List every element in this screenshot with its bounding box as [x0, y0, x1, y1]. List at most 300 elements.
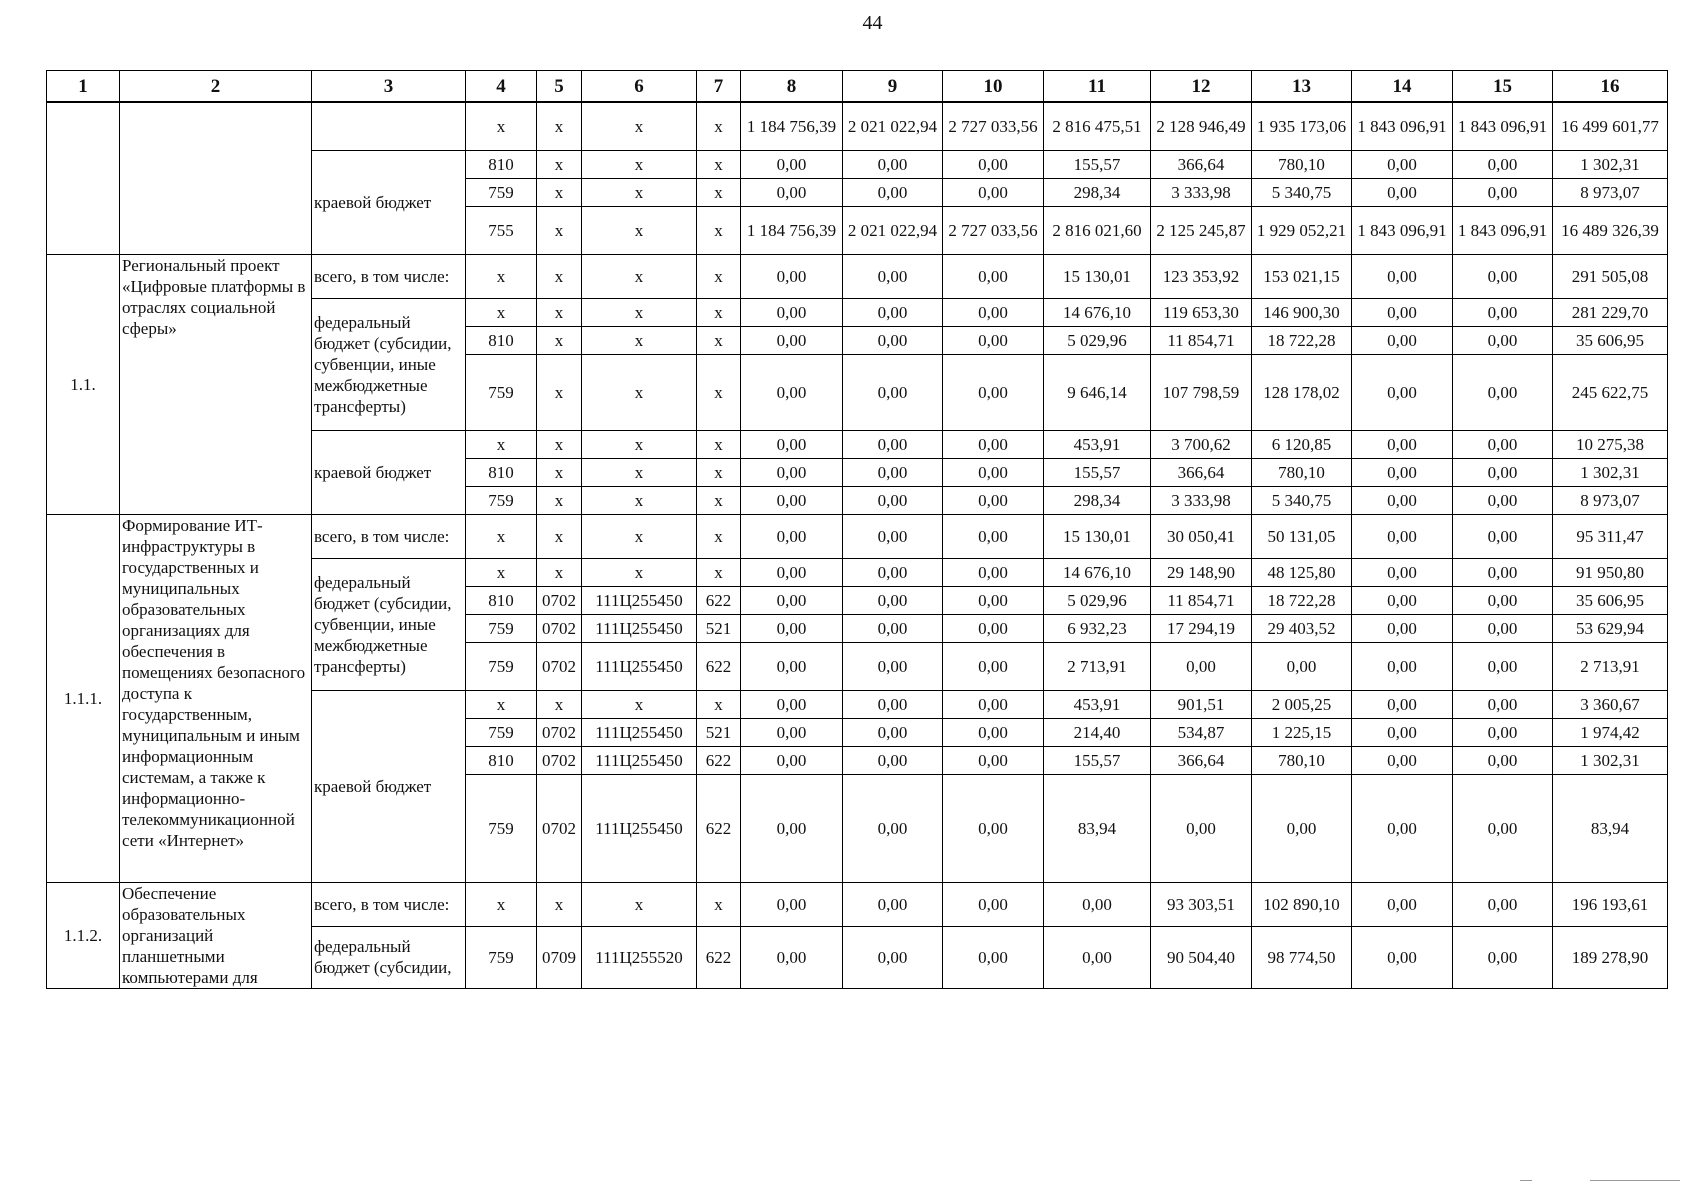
value-cell: 90 504,40 — [1151, 926, 1252, 988]
value-cell: 0,00 — [943, 486, 1044, 514]
value-cell: 0,00 — [943, 690, 1044, 718]
code-cell-c7: х — [697, 298, 741, 326]
value-cell: 0,00 — [843, 326, 943, 354]
value-cell: 0,00 — [741, 690, 843, 718]
value-cell: 780,10 — [1252, 150, 1352, 178]
table-header — [47, 71, 1668, 103]
value-cell: 298,34 — [1044, 486, 1151, 514]
row-name: Региональный проект «Цифровые платформы в отраслях социальной сферы» — [120, 254, 312, 514]
value-cell: 0,00 — [741, 642, 843, 690]
code-cell-c7: х — [697, 150, 741, 178]
code-cell-c5: 0702 — [537, 614, 582, 642]
value-cell: 17 294,19 — [1151, 614, 1252, 642]
code-cell-c5: 0709 — [537, 926, 582, 988]
value-cell: 0,00 — [1352, 150, 1453, 178]
value-cell: 534,87 — [1151, 718, 1252, 746]
value-cell: 1 302,31 — [1553, 150, 1668, 178]
column-header: 14 — [1352, 71, 1453, 103]
code-cell-c7: х — [697, 690, 741, 718]
value-cell: 98 774,50 — [1252, 926, 1352, 988]
code-cell-c5: х — [537, 102, 582, 150]
value-cell: 0,00 — [741, 430, 843, 458]
value-cell: 0,00 — [1453, 150, 1553, 178]
code-cell-c4: 810 — [466, 326, 537, 354]
value-cell: 0,00 — [1352, 558, 1453, 586]
value-cell: 0,00 — [1453, 486, 1553, 514]
value-cell: 1 843 096,91 — [1453, 102, 1553, 150]
value-cell: 0,00 — [1352, 178, 1453, 206]
value-cell: 14 676,10 — [1044, 298, 1151, 326]
code-cell-c7: 622 — [697, 746, 741, 774]
value-cell: 0,00 — [1352, 354, 1453, 430]
value-cell: 30 050,41 — [1151, 514, 1252, 558]
value-cell: 0,00 — [741, 926, 843, 988]
footer-rule-short — [1520, 1180, 1532, 1181]
code-cell-c7: х — [697, 102, 741, 150]
value-cell: 1 974,42 — [1553, 718, 1668, 746]
footer-rule — [1590, 1180, 1680, 1181]
value-cell: 3 700,62 — [1151, 430, 1252, 458]
value-cell: 0,00 — [943, 558, 1044, 586]
value-cell: 2 727 033,56 — [943, 102, 1044, 150]
value-cell: 3 360,67 — [1553, 690, 1668, 718]
value-cell: 214,40 — [1044, 718, 1151, 746]
value-cell: 2 816 475,51 — [1044, 102, 1151, 150]
value-cell: 189 278,90 — [1553, 926, 1668, 988]
value-cell: 0,00 — [843, 178, 943, 206]
value-cell: 0,00 — [1453, 882, 1553, 926]
value-cell: 0,00 — [1352, 882, 1453, 926]
code-cell-c4: 759 — [466, 486, 537, 514]
value-cell: 0,00 — [741, 458, 843, 486]
code-cell-c4: 810 — [466, 586, 537, 614]
value-cell: 2 713,91 — [1553, 642, 1668, 690]
value-cell: 0,00 — [741, 558, 843, 586]
value-cell: 2 727 033,56 — [943, 206, 1044, 254]
code-cell-c7: х — [697, 514, 741, 558]
code-cell-c6: х — [582, 102, 697, 150]
code-cell-c4: 759 — [466, 718, 537, 746]
value-cell: 1 843 096,91 — [1352, 206, 1453, 254]
value-cell: 0,00 — [843, 642, 943, 690]
value-cell: 5 340,75 — [1252, 486, 1352, 514]
column-header: 10 — [943, 71, 1044, 103]
table-row — [47, 514, 1668, 558]
code-cell-c6: х — [582, 206, 697, 254]
value-cell: 0,00 — [1453, 746, 1553, 774]
code-cell-c4: 759 — [466, 926, 537, 988]
value-cell: 0,00 — [741, 718, 843, 746]
value-cell: 0,00 — [843, 558, 943, 586]
value-cell: 0,00 — [1453, 354, 1553, 430]
code-cell-c6: 111Ц255450 — [582, 774, 697, 882]
code-cell-c6: х — [582, 690, 697, 718]
value-cell: 0,00 — [943, 926, 1044, 988]
value-cell: 281 229,70 — [1553, 298, 1668, 326]
code-cell-c5: х — [537, 458, 582, 486]
code-cell-c5: 0702 — [537, 746, 582, 774]
code-cell-c6: 111Ц255450 — [582, 642, 697, 690]
value-cell: 0,00 — [741, 178, 843, 206]
value-cell: 6 120,85 — [1252, 430, 1352, 458]
code-cell-c4: 759 — [466, 774, 537, 882]
value-cell: 155,57 — [1044, 458, 1151, 486]
code-cell-c7: 622 — [697, 926, 741, 988]
value-cell: 453,91 — [1044, 430, 1151, 458]
code-cell-c5: х — [537, 326, 582, 354]
value-cell: 2 128 946,49 — [1151, 102, 1252, 150]
code-cell-c5: х — [537, 690, 582, 718]
value-cell: 0,00 — [943, 774, 1044, 882]
code-cell-c5: х — [537, 150, 582, 178]
value-cell: 0,00 — [943, 586, 1044, 614]
value-cell: 245 622,75 — [1553, 354, 1668, 430]
value-cell: 3 333,98 — [1151, 178, 1252, 206]
value-cell: 780,10 — [1252, 458, 1352, 486]
value-cell: 0,00 — [843, 298, 943, 326]
code-cell-c6: 111Ц255520 — [582, 926, 697, 988]
value-cell: 0,00 — [1453, 718, 1553, 746]
value-cell: 0,00 — [741, 486, 843, 514]
funding-source: краевой бюджет — [312, 690, 466, 882]
value-cell: 93 303,51 — [1151, 882, 1252, 926]
code-cell-c4: 810 — [466, 458, 537, 486]
column-header: 13 — [1252, 71, 1352, 103]
code-cell-c7: 521 — [697, 614, 741, 642]
column-header: 1 — [47, 71, 120, 103]
value-cell: 10 275,38 — [1553, 430, 1668, 458]
value-cell: 1 843 096,91 — [1352, 102, 1453, 150]
value-cell: 5 029,96 — [1044, 586, 1151, 614]
value-cell: 29 148,90 — [1151, 558, 1252, 586]
value-cell: 0,00 — [943, 882, 1044, 926]
value-cell: 1 843 096,91 — [1453, 206, 1553, 254]
column-header: 4 — [466, 71, 537, 103]
column-header: 8 — [741, 71, 843, 103]
value-cell: 0,00 — [1352, 586, 1453, 614]
funding-source: федеральный бюджет (субсидии, субвенции, иные межбюджетные трансферты) — [312, 558, 466, 690]
value-cell: 0,00 — [1252, 642, 1352, 690]
value-cell: 83,94 — [1553, 774, 1668, 882]
code-cell-c6: х — [582, 882, 697, 926]
value-cell: 0,00 — [741, 614, 843, 642]
value-cell: 0,00 — [843, 254, 943, 298]
value-cell: 0,00 — [741, 514, 843, 558]
value-cell: 53 629,94 — [1553, 614, 1668, 642]
value-cell: 2 021 022,94 — [843, 102, 943, 150]
code-cell-c5: х — [537, 514, 582, 558]
code-cell-c7: 622 — [697, 642, 741, 690]
value-cell: 0,00 — [843, 354, 943, 430]
value-cell: 1 929 052,21 — [1252, 206, 1352, 254]
header-row — [47, 71, 1668, 103]
code-cell-c7: х — [697, 178, 741, 206]
column-header: 16 — [1553, 71, 1668, 103]
funding-source: всего, в том числе: — [312, 254, 466, 298]
value-cell: 8 973,07 — [1553, 178, 1668, 206]
column-header: 7 — [697, 71, 741, 103]
table-row — [47, 882, 1668, 926]
column-header: 11 — [1044, 71, 1151, 103]
funding-source: краевой бюджет — [312, 430, 466, 514]
value-cell: 8 973,07 — [1553, 486, 1668, 514]
code-cell-c6: 111Ц255450 — [582, 614, 697, 642]
value-cell: 0,00 — [1453, 326, 1553, 354]
value-cell: 0,00 — [1453, 558, 1553, 586]
value-cell: 2 021 022,94 — [843, 206, 943, 254]
value-cell: 9 646,14 — [1044, 354, 1151, 430]
value-cell: 0,00 — [1453, 642, 1553, 690]
value-cell: 155,57 — [1044, 150, 1151, 178]
code-cell-c6: х — [582, 354, 697, 430]
value-cell: 0,00 — [843, 486, 943, 514]
code-cell-c6: х — [582, 558, 697, 586]
value-cell: 35 606,95 — [1553, 586, 1668, 614]
code-cell-c5: х — [537, 558, 582, 586]
code-cell-c6: 111Ц255450 — [582, 718, 697, 746]
value-cell: 14 676,10 — [1044, 558, 1151, 586]
code-cell-c6: х — [582, 298, 697, 326]
code-cell-c6: х — [582, 150, 697, 178]
table-row — [47, 102, 1668, 150]
value-cell: 0,00 — [943, 458, 1044, 486]
value-cell: 18 722,28 — [1252, 326, 1352, 354]
value-cell: 15 130,01 — [1044, 254, 1151, 298]
code-cell-c6: 111Ц255450 — [582, 746, 697, 774]
value-cell: 2 713,91 — [1044, 642, 1151, 690]
value-cell: 0,00 — [1352, 486, 1453, 514]
code-cell-c4: х — [466, 430, 537, 458]
code-cell-c5: х — [537, 486, 582, 514]
value-cell: 0,00 — [1453, 514, 1553, 558]
value-cell: 1 302,31 — [1553, 746, 1668, 774]
funding-source — [312, 102, 466, 150]
code-cell-c4: 755 — [466, 206, 537, 254]
value-cell: 0,00 — [1044, 926, 1151, 988]
value-cell: 48 125,80 — [1252, 558, 1352, 586]
value-cell: 83,94 — [1044, 774, 1151, 882]
value-cell: 291 505,08 — [1553, 254, 1668, 298]
column-header: 5 — [537, 71, 582, 103]
value-cell: 0,00 — [1352, 458, 1453, 486]
code-cell-c6: 111Ц255450 — [582, 586, 697, 614]
column-header: 3 — [312, 71, 466, 103]
column-header: 2 — [120, 71, 312, 103]
budget-table — [46, 70, 1668, 989]
value-cell: 0,00 — [943, 326, 1044, 354]
code-cell-c7: х — [697, 458, 741, 486]
code-cell-c7: х — [697, 354, 741, 430]
value-cell: 0,00 — [1453, 254, 1553, 298]
value-cell: 0,00 — [1453, 926, 1553, 988]
code-cell-c5: х — [537, 882, 582, 926]
code-cell-c4: х — [466, 558, 537, 586]
value-cell: 16 489 326,39 — [1553, 206, 1668, 254]
value-cell: 0,00 — [843, 514, 943, 558]
value-cell: 16 499 601,77 — [1553, 102, 1668, 150]
value-cell: 0,00 — [1453, 690, 1553, 718]
value-cell: 0,00 — [1352, 642, 1453, 690]
table-body — [47, 102, 1668, 988]
code-cell-c4: х — [466, 298, 537, 326]
code-cell-c4: х — [466, 254, 537, 298]
row-code: 1.1.1. — [47, 514, 120, 882]
value-cell: 15 130,01 — [1044, 514, 1151, 558]
value-cell: 128 178,02 — [1252, 354, 1352, 430]
value-cell: 2 005,25 — [1252, 690, 1352, 718]
code-cell-c5: 0702 — [537, 718, 582, 746]
code-cell-c4: 759 — [466, 614, 537, 642]
value-cell: 0,00 — [943, 150, 1044, 178]
value-cell: 0,00 — [843, 614, 943, 642]
funding-source: федеральный бюджет (субсидии, — [312, 926, 466, 988]
value-cell: 29 403,52 — [1252, 614, 1352, 642]
code-cell-c4: 759 — [466, 178, 537, 206]
code-cell-c4: х — [466, 882, 537, 926]
value-cell: 155,57 — [1044, 746, 1151, 774]
value-cell: 91 950,80 — [1553, 558, 1668, 586]
value-cell: 366,64 — [1151, 150, 1252, 178]
code-cell-c4: х — [466, 690, 537, 718]
row-name — [120, 102, 312, 254]
value-cell: 0,00 — [1352, 514, 1453, 558]
value-cell: 453,91 — [1044, 690, 1151, 718]
row-code: 1.1. — [47, 254, 120, 514]
table-row — [47, 254, 1668, 298]
code-cell-c7: х — [697, 206, 741, 254]
value-cell: 0,00 — [943, 614, 1044, 642]
value-cell: 0,00 — [741, 586, 843, 614]
value-cell: 0,00 — [1044, 882, 1151, 926]
value-cell: 0,00 — [1453, 586, 1553, 614]
code-cell-c4: х — [466, 102, 537, 150]
code-cell-c7: 521 — [697, 718, 741, 746]
value-cell: 0,00 — [741, 746, 843, 774]
column-header: 9 — [843, 71, 943, 103]
value-cell: 6 932,23 — [1044, 614, 1151, 642]
value-cell: 0,00 — [943, 718, 1044, 746]
value-cell: 0,00 — [1352, 690, 1453, 718]
value-cell: 102 890,10 — [1252, 882, 1352, 926]
value-cell: 0,00 — [843, 926, 943, 988]
value-cell: 0,00 — [843, 718, 943, 746]
value-cell: 5 029,96 — [1044, 326, 1151, 354]
code-cell-c7: х — [697, 326, 741, 354]
value-cell: 366,64 — [1151, 746, 1252, 774]
row-code — [47, 102, 120, 254]
value-cell: 0,00 — [943, 178, 1044, 206]
value-cell: 0,00 — [943, 430, 1044, 458]
value-cell: 0,00 — [1352, 298, 1453, 326]
value-cell: 0,00 — [1352, 254, 1453, 298]
code-cell-c6: х — [582, 326, 697, 354]
code-cell-c4: 759 — [466, 354, 537, 430]
value-cell: 11 854,71 — [1151, 326, 1252, 354]
code-cell-c5: 0702 — [537, 642, 582, 690]
value-cell: 0,00 — [843, 774, 943, 882]
value-cell: 0,00 — [943, 354, 1044, 430]
value-cell: 0,00 — [741, 354, 843, 430]
column-header: 15 — [1453, 71, 1553, 103]
code-cell-c7: х — [697, 882, 741, 926]
value-cell: 5 340,75 — [1252, 178, 1352, 206]
value-cell: 95 311,47 — [1553, 514, 1668, 558]
code-cell-c6: х — [582, 430, 697, 458]
value-cell: 780,10 — [1252, 746, 1352, 774]
funding-source: всего, в том числе: — [312, 514, 466, 558]
code-cell-c6: х — [582, 254, 697, 298]
value-cell: 0,00 — [741, 326, 843, 354]
code-cell-c6: х — [582, 458, 697, 486]
code-cell-c5: 0702 — [537, 774, 582, 882]
code-cell-c7: х — [697, 486, 741, 514]
code-cell-c7: 622 — [697, 774, 741, 882]
value-cell: 1 935 173,06 — [1252, 102, 1352, 150]
value-cell: 0,00 — [1151, 774, 1252, 882]
code-cell-c5: х — [537, 298, 582, 326]
funding-source: всего, в том числе: — [312, 882, 466, 926]
value-cell: 0,00 — [741, 254, 843, 298]
value-cell: 1 184 756,39 — [741, 102, 843, 150]
value-cell: 0,00 — [1252, 774, 1352, 882]
code-cell-c7: 622 — [697, 586, 741, 614]
value-cell: 50 131,05 — [1252, 514, 1352, 558]
value-cell: 0,00 — [1151, 642, 1252, 690]
value-cell: 0,00 — [943, 746, 1044, 774]
code-cell-c6: х — [582, 486, 697, 514]
code-cell-c6: х — [582, 178, 697, 206]
value-cell: 123 353,92 — [1151, 254, 1252, 298]
value-cell: 0,00 — [1453, 430, 1553, 458]
value-cell: 0,00 — [1352, 926, 1453, 988]
code-cell-c4: 810 — [466, 150, 537, 178]
code-cell-c5: 0702 — [537, 586, 582, 614]
value-cell: 0,00 — [943, 514, 1044, 558]
code-cell-c4: 810 — [466, 746, 537, 774]
value-cell: 107 798,59 — [1151, 354, 1252, 430]
value-cell: 146 900,30 — [1252, 298, 1352, 326]
value-cell: 298,34 — [1044, 178, 1151, 206]
value-cell: 366,64 — [1151, 458, 1252, 486]
value-cell: 119 653,30 — [1151, 298, 1252, 326]
code-cell-c5: х — [537, 430, 582, 458]
code-cell-c4: х — [466, 514, 537, 558]
value-cell: 0,00 — [1352, 746, 1453, 774]
value-cell: 0,00 — [843, 458, 943, 486]
value-cell: 35 606,95 — [1553, 326, 1668, 354]
value-cell: 11 854,71 — [1151, 586, 1252, 614]
code-cell-c7: х — [697, 254, 741, 298]
value-cell: 0,00 — [843, 430, 943, 458]
value-cell: 18 722,28 — [1252, 586, 1352, 614]
code-cell-c5: х — [537, 354, 582, 430]
value-cell: 1 225,15 — [1252, 718, 1352, 746]
value-cell: 0,00 — [1453, 774, 1553, 882]
funding-source: краевой бюджет — [312, 150, 466, 254]
code-cell-c5: х — [537, 254, 582, 298]
value-cell: 0,00 — [943, 298, 1044, 326]
value-cell: 0,00 — [843, 150, 943, 178]
value-cell: 3 333,98 — [1151, 486, 1252, 514]
value-cell: 0,00 — [741, 150, 843, 178]
value-cell: 153 021,15 — [1252, 254, 1352, 298]
value-cell: 0,00 — [1453, 614, 1553, 642]
value-cell: 0,00 — [1453, 178, 1553, 206]
value-cell: 0,00 — [1453, 458, 1553, 486]
value-cell: 1 302,31 — [1553, 458, 1668, 486]
value-cell: 0,00 — [843, 586, 943, 614]
value-cell: 0,00 — [1453, 298, 1553, 326]
